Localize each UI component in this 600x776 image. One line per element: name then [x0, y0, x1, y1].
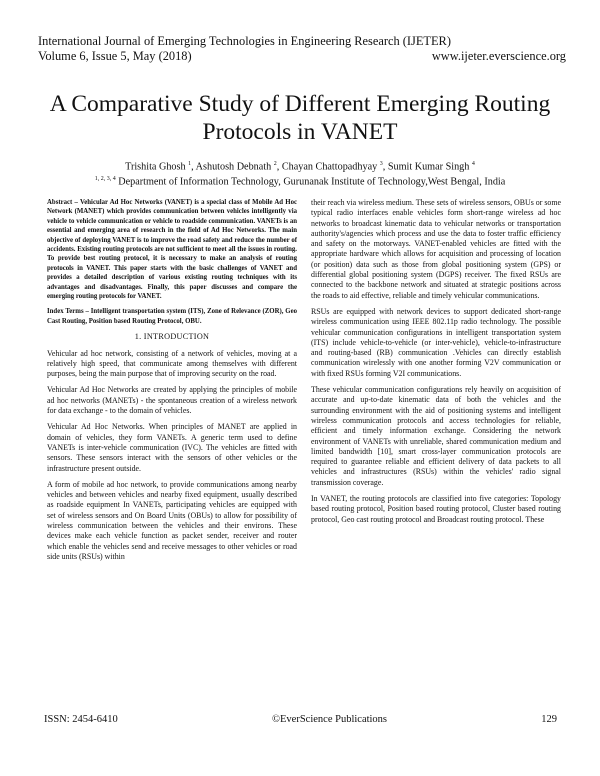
paragraph: Vehicular Ad Hoc Networks. When principles of MANET are applied in domain of vehicles, they form VANETs. A generic term used to define VANETs is inter-vehicle communication (IVC). The vehicles are fitted with sensors. These sensors interact with the sensors of other vehicles or the infrastructure present outside.	[47, 422, 297, 473]
author-names: Trishita Ghosh $^1$, Ashutosh Debnath $^2$, Chayan Chattopadhyay $^3$, Sumit Kumar Singh $^4$	[125, 161, 475, 173]
paper-title: A Comparative Study of Different Emerging Routing Protocols in VANET	[49, 91, 551, 145]
volume-issue: Volume 6, Issue 5, May (2018)	[38, 49, 192, 63]
journal-website[interactable]: www.ijeter.everscience.org	[431, 49, 566, 63]
right-column	[311, 198, 561, 531]
paragraph: In VANET, the routing protocols are classified into five categories: Topology based routing protocol, Position based routing protocol, Cluster based routing protocol, Geo cast routing protocol and Broadcast routing protocol. These	[311, 494, 561, 524]
paragraph: Vehicular ad hoc network, consisting of a network of vehicles, moving at a relatively high speed, that communicate among themselves with different purposes, being the main purpose that of improving security on the road.	[47, 348, 297, 379]
paragraph: A form of mobile ad hoc network, to provide communications among nearby vehicles and between vehicles and nearby fixed equipment, usually described as roadside equipment In VANETs, participating vehicles are equipped with set of wireless sensors and On Board Units (OBUs) to allow for possibility of wireless communication between the vehicles and their environs. These devices make each vehicle function as packet sender, receiver and router which enable the vehicles send and receive messages to other vehicles or road side units (RSUs) within	[47, 479, 297, 561]
paragraph: Vehicular Ad Hoc Networks are created by applying the principles of mobile ad hoc networks (MANETs) - the spontaneous creation of a wireless network for data exchange - to the domain of vehicles.	[47, 385, 297, 416]
author-block	[30, 158, 570, 189]
journal-name: International Journal of Emerging Technologies in Engineering Research (IJETER)	[38, 34, 451, 48]
page-footer	[44, 714, 557, 725]
publisher: ©EverScience Publications	[272, 714, 388, 725]
issn: ISSN: 2454-6410	[44, 714, 118, 725]
left-column	[47, 198, 297, 568]
paragraph: their reach via wireless medium. These sets of wireless sensors, OBUs or some typical radio interfaces enable vehicles form short-range wireless ad hoc networks to broadcast kinematic data to vehicular networks or transportation authority's/agencies which process and use the data to foster traffic efficiency and safety on the motorways. VANET-enabled vehicles are fitted with the appropriate hardware which allows for acquisition and processing of location (or position) data such as those from global positioning system (GPS) or differential global positioning system (DGPS) receiver. The fixed RSUs are connected to the backbone network and situated at strategic positions across the roads to aid effective, reliable and timely vehicular communications.	[311, 198, 561, 300]
paragraph: RSUs are equipped with network devices to support dedicated short-range wireless communication using IEEE 802.11p radio technology. The possible vehicular communication configurations in intelligent transportation system (ITS) include vehicle-to-vehicle (or inter-vehicle), vehicle-to-infrastructure and routing-based (RB) communication .Vehicles can directly establish communication wirelessly with one another forming V2V communication or with fixed RSUs forming V2I communications.	[311, 306, 561, 378]
affiliation: $^{1, 2, 3, 4}$ Department of Information Technology, Gurunanak Institute of Technology,West Bengal, India	[94, 176, 506, 188]
section-title: 1. INTRODUCTION	[134, 332, 210, 342]
paragraph: These vehicular communication configurations rely heavily on acquisition of accurate and up-to-date kinematic data of both the vehicles and the surrounding environment with the aid of positioning systems and intelligent wireless communication protocols and access technologies for reliable, efficient and timely information exchange. Considering the network environment of VANETs with unreliable, shared communication medium and limited bandwidth [10], smart cross-layer communication protocols are required to guarantee reliable and efficient delivery of data packets to all vehicles and infrastructures (RSUs) within the vehicles' radio signal transmission coverage.	[311, 385, 561, 487]
journal-header	[38, 34, 566, 64]
page-number: 129	[541, 714, 557, 725]
abstract: Abstract – Vehicular Ad Hoc Networks (VANET) is a special class of Mobile Ad Hoc Network (MANET) which provides communication between vehicles intelligently via vehicle to vehicle communication or vehicle to roadside communication. VANETs is an essential and emerging area of research in the field of Ad Hoc Networks. The main objective of deploying VANET is to improve the road safety and reduce the number of accidents. Existing routing protocols are not sufficient to meet all the issues in routing. To provide best routing protocol, it is necessary to make an analysis of routing protocols in VANET. This paper starts with the basic challenges of VANET and provides a detailed description of various existing routing techniques with its advantages and disadvantages. Finally, this paper discusses and compare the emerging routing protocols for VANET.	[47, 199, 297, 301]
index-terms: Index Terms – Intelligent transportation system (ITS), Zone of Relevance (ZOR), Geo Cast Routing, Position based Routing Protocol, OBU.	[47, 308, 297, 325]
